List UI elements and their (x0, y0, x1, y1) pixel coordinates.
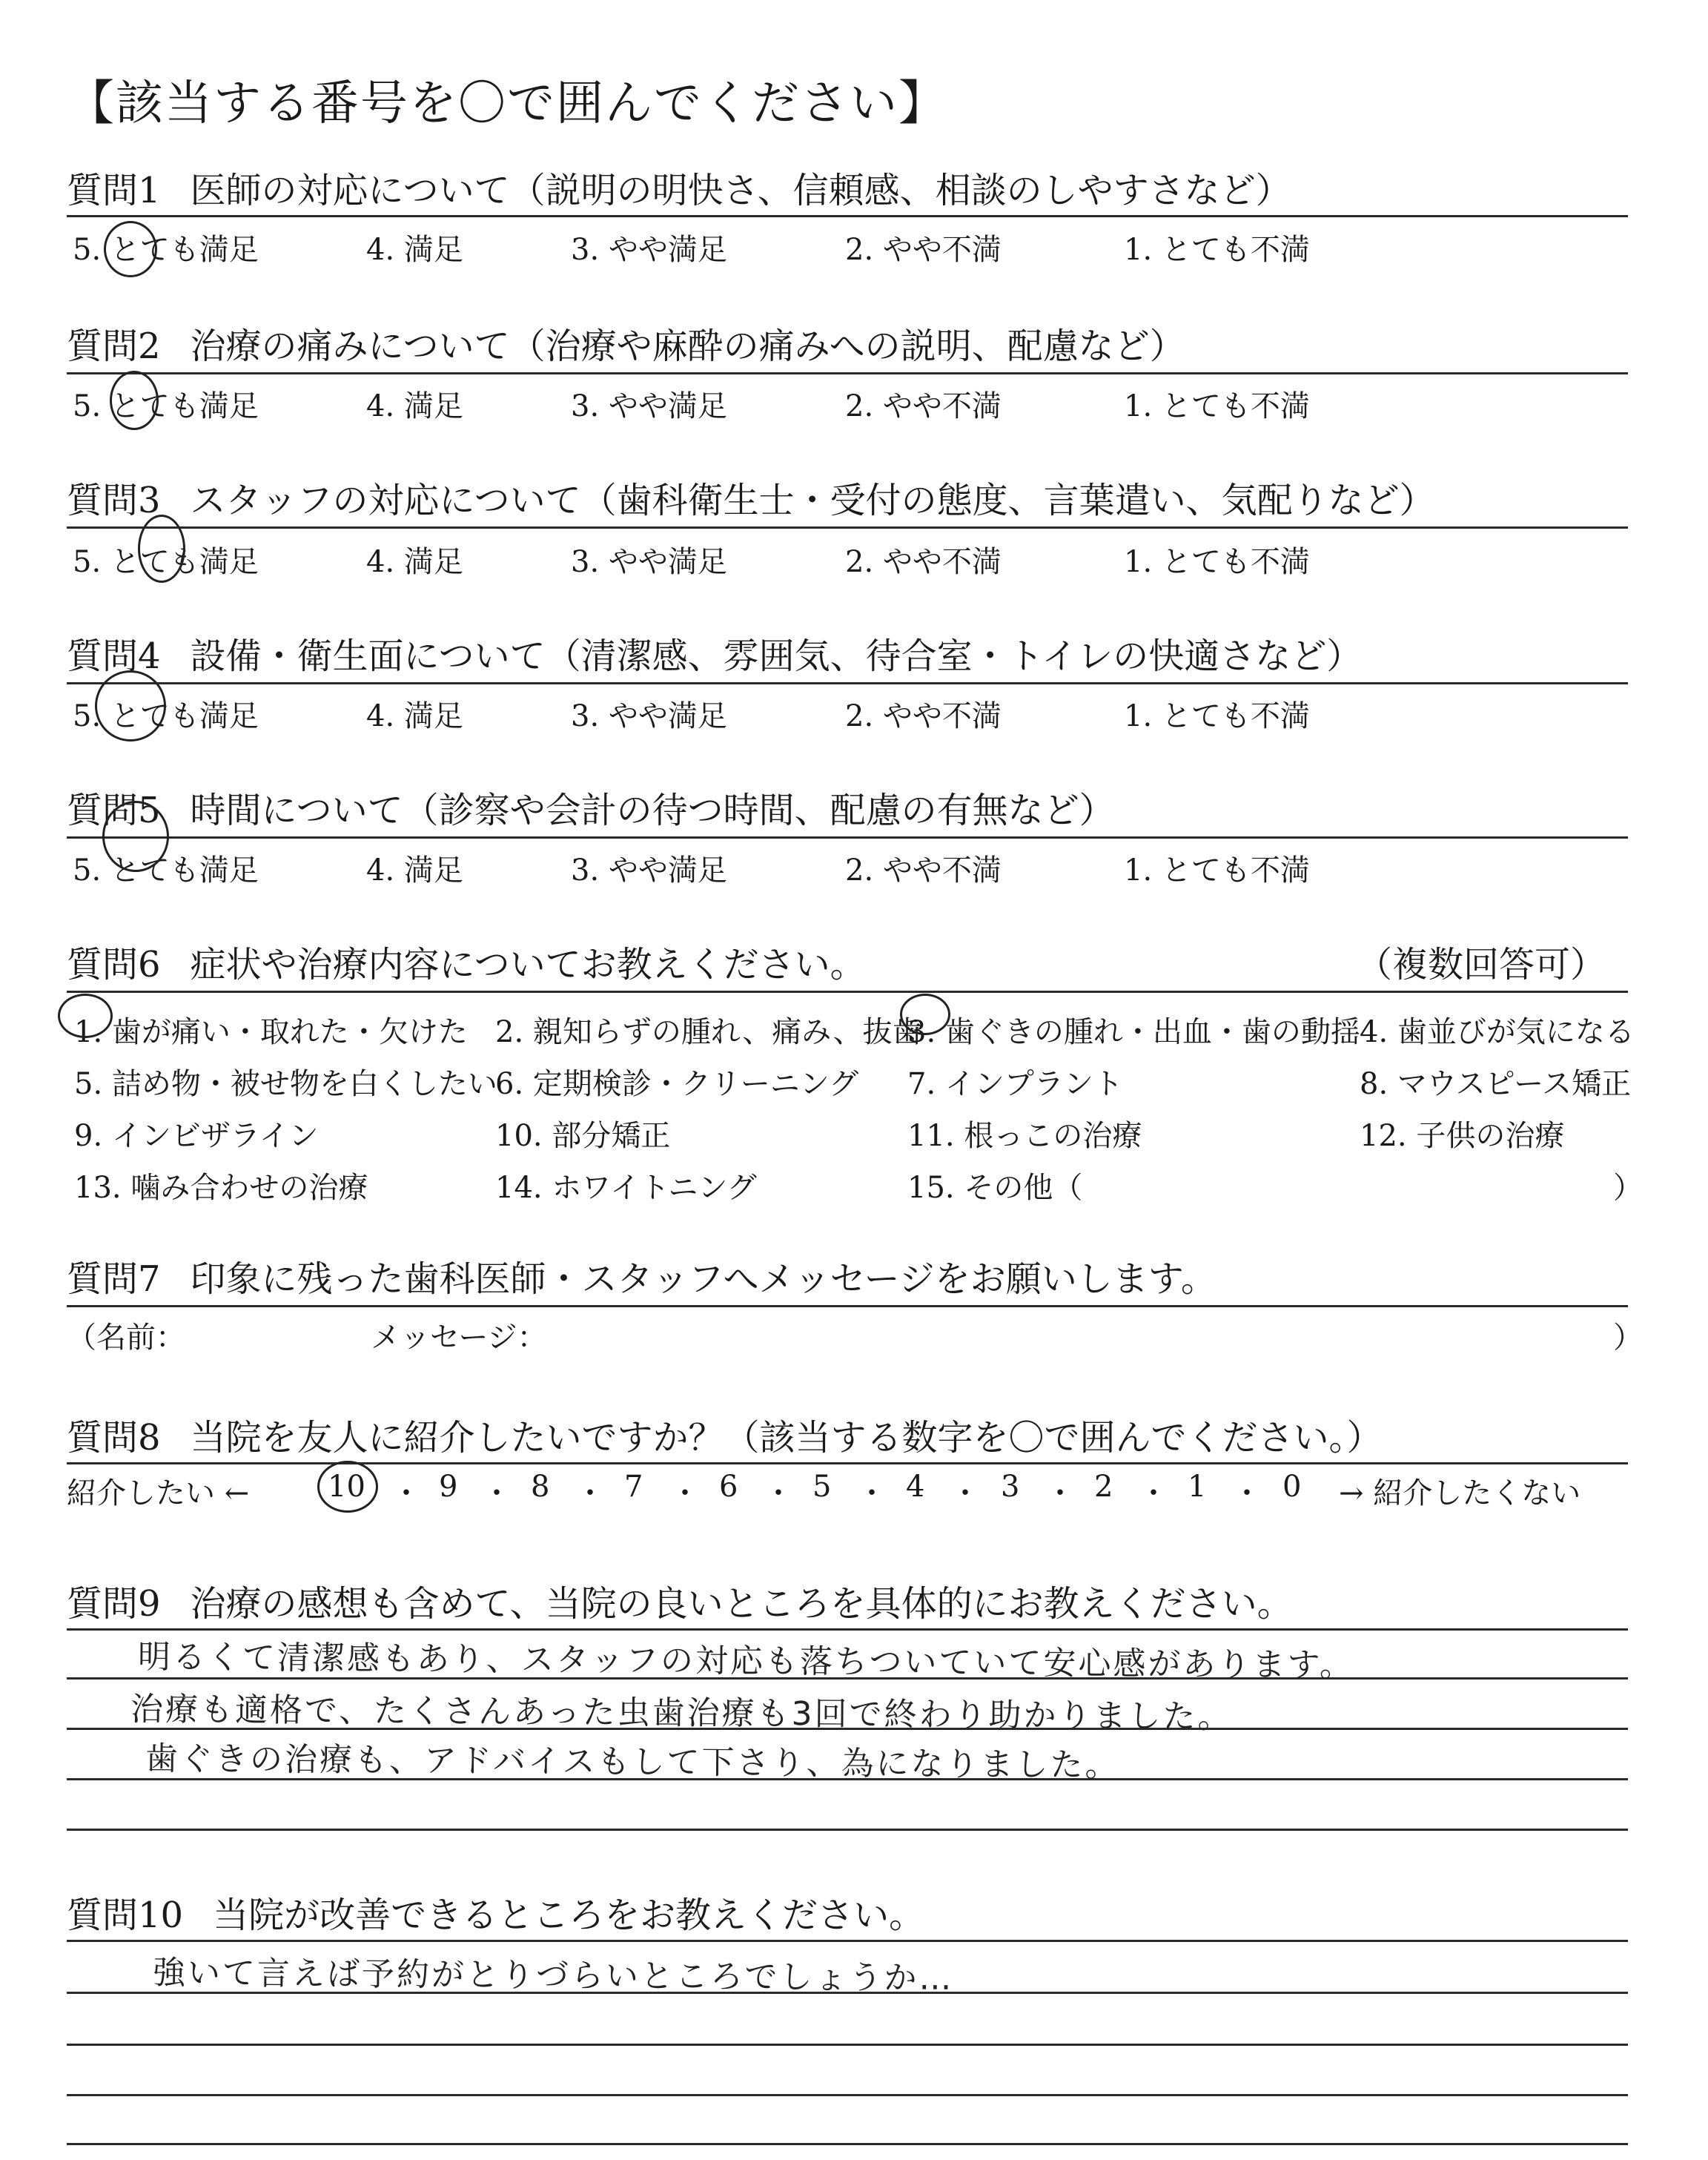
scale-value-8[interactable]: 8 (531, 1470, 550, 1504)
divider (67, 836, 1628, 839)
rating-option-2[interactable]: 2. やや不満 (845, 545, 1002, 579)
rating-option-1[interactable]: 1. とても不満 (1124, 233, 1310, 267)
handwritten-answer-line: 明るくて清潔感もあり、スタッフの対応も落ちついていて安心感があります。 (137, 1638, 1355, 1685)
message-field-label: メッセージ： (371, 1321, 547, 1355)
symptom-option-1[interactable]: 1. 歯が痛い・取れた・欠けた (74, 1015, 468, 1049)
question-text: スタッフの対応について（歯科衛生士・受付の態度、言葉遣い、気配りなど） (190, 480, 1435, 521)
rating-option-2[interactable]: 2. やや不満 (845, 233, 1002, 267)
question-text: 医師の対応について（説明の明快さ、信頼感、相談のしやすさなど） (190, 170, 1291, 211)
scale-value-5[interactable]: 5 (812, 1470, 832, 1504)
scale-value-6[interactable]: 6 (719, 1470, 738, 1504)
question-label: 質問6 (67, 944, 161, 985)
symptom-option-6[interactable]: 6. 定期検診・クリーニング (495, 1067, 859, 1101)
question-label: 質問3 (67, 480, 161, 521)
handwritten-answer-line: 歯ぐきの治療も、アドバイスもして下さり、為になりました。 (145, 1740, 1120, 1785)
divider (67, 1462, 1628, 1464)
scale-dot: ・ (482, 1476, 512, 1510)
symptom-option-14[interactable]: 14. ホワイトニング (495, 1171, 757, 1205)
rating-option-4[interactable]: 4. 満足 (366, 699, 463, 733)
question-text: 印象に残った歯科医師・スタッフへメッセージをお願いします。 (190, 1258, 1217, 1300)
question-4 (67, 627, 1362, 678)
question-1 (67, 162, 1291, 213)
message-close-paren: ） (1613, 1321, 1643, 1355)
handwritten-answer-line: 強いて言えば予約がとりづらいところでしょうか… (152, 1954, 954, 1998)
recommend-left-label: 紹介したい ← (67, 1476, 250, 1510)
answer-line (67, 2094, 1628, 2096)
scale-value-4[interactable]: 4 (906, 1470, 925, 1504)
symptom-option-11[interactable]: 11. 根っこの治療 (907, 1119, 1142, 1153)
scale-value-7[interactable]: 7 (624, 1470, 643, 1504)
rating-option-2[interactable]: 2. やや不満 (845, 389, 1002, 423)
hand-drawn-circle (900, 994, 950, 1035)
answer-line (67, 2044, 1628, 2046)
question-text: 当院を友人に紹介したいですか？（該当する数字を〇で囲んでください。） (190, 1417, 1383, 1459)
rating-option-5[interactable]: 5. とても満足 (73, 233, 259, 267)
question-2 (67, 317, 1185, 369)
question-5 (67, 782, 1115, 833)
scale-dot: ・ (764, 1476, 793, 1510)
rating-option-4[interactable]: 4. 満足 (366, 545, 463, 579)
rating-option-3[interactable]: 3. やや満足 (571, 699, 727, 733)
question-label: 質問4 (67, 635, 161, 677)
hand-drawn-circle (110, 371, 159, 430)
divider (67, 372, 1628, 374)
page-title: 【該当する番号を〇で囲んでください】 (67, 76, 947, 131)
scale-dot: ・ (857, 1476, 887, 1510)
question-label: 質問1 (67, 170, 161, 211)
rating-option-3[interactable]: 3. やや満足 (571, 233, 727, 267)
symptom-option-12[interactable]: 12. 子供の治療 (1360, 1119, 1565, 1153)
scale-value-1[interactable]: 1 (1188, 1470, 1207, 1504)
question-text: 時間について（診察や会計の待つ時間、配慮の有無など） (190, 790, 1115, 831)
scale-dot: ・ (670, 1476, 700, 1510)
symptom-option-7[interactable]: 7. インプラント (907, 1067, 1123, 1101)
rating-option-1[interactable]: 1. とても不満 (1124, 699, 1310, 733)
symptom-option-2[interactable]: 2. 親知らずの腫れ、痛み、抜歯 (495, 1015, 922, 1049)
rating-option-3[interactable]: 3. やや満足 (571, 389, 727, 423)
hand-drawn-circle (58, 994, 113, 1038)
symptom-option-5[interactable]: 5. 詰め物・被せ物を白くしたい (74, 1067, 497, 1101)
scale-value-9[interactable]: 9 (439, 1470, 458, 1504)
question-label: 質問5 (67, 790, 161, 831)
question-label: 質問9 (67, 1583, 161, 1625)
hand-drawn-circle (102, 801, 169, 872)
symptom-option-13[interactable]: 13. 噛み合わせの治療 (74, 1171, 368, 1205)
scale-dot: ・ (1045, 1476, 1075, 1510)
symptom-option-9[interactable]: 9. インビザライン (74, 1119, 319, 1153)
symptom-option-4[interactable]: 4. 歯並びが気になる (1360, 1015, 1635, 1049)
scale-dot: ・ (575, 1476, 605, 1510)
scale-value-0[interactable]: 0 (1282, 1470, 1302, 1504)
rating-option-3[interactable]: 3. やや満足 (571, 853, 727, 888)
question-label: 質問8 (67, 1417, 161, 1459)
rating-option-5[interactable]: 5. とても満足 (73, 389, 259, 423)
scale-value-2[interactable]: 2 (1094, 1470, 1113, 1504)
question-label: 質問7 (67, 1258, 161, 1300)
multiple-answers-note: （複数回答可） (1357, 944, 1606, 985)
other-close-paren: ） (1613, 1171, 1643, 1205)
rating-option-3[interactable]: 3. やや満足 (571, 545, 727, 579)
scale-value-3[interactable]: 3 (1001, 1470, 1020, 1504)
divider (67, 1305, 1628, 1307)
symptom-option-10[interactable]: 10. 部分矯正 (495, 1119, 671, 1153)
rating-option-1[interactable]: 1. とても不満 (1124, 853, 1310, 888)
hand-drawn-circle (317, 1461, 378, 1513)
question-7 (67, 1250, 1217, 1301)
question-text: 治療の痛みについて（治療や麻酔の痛みへの説明、配慮など） (190, 326, 1185, 367)
rating-option-5[interactable]: 5. とても満足 (73, 545, 259, 579)
scale-dot: ・ (1139, 1476, 1168, 1510)
divider (67, 991, 1628, 993)
question-text: 設備・衛生面について（清潔感、雰囲気、待合室・トイレの快適さなど） (190, 635, 1363, 677)
symptom-option-8[interactable]: 8. マウスピース矯正 (1360, 1067, 1632, 1101)
rating-option-4[interactable]: 4. 満足 (366, 233, 463, 267)
recommend-right-label: → 紹介したくない (1339, 1476, 1581, 1510)
hand-drawn-circle (95, 670, 166, 742)
question-3 (67, 472, 1435, 523)
rating-option-4[interactable]: 4. 満足 (366, 853, 463, 888)
answer-line (67, 1829, 1628, 1831)
question-9 (67, 1575, 1293, 1626)
rating-option-5[interactable]: 5. とても満足 (73, 699, 259, 733)
question-6 (67, 936, 1606, 987)
rating-option-2[interactable]: 2. やや不満 (845, 853, 1002, 888)
symptom-option-3[interactable]: 3. 歯ぐきの腫れ・出血・歯の動揺 (907, 1015, 1360, 1049)
question-label: 質問10 (67, 1895, 184, 1936)
rating-option-4[interactable]: 4. 満足 (366, 389, 463, 423)
scale-dot: ・ (391, 1476, 421, 1510)
hand-drawn-circle (104, 221, 157, 277)
rating-option-5[interactable]: 5. とても満足 (73, 853, 259, 888)
rating-option-1[interactable]: 1. とても不満 (1124, 389, 1310, 423)
divider (67, 215, 1628, 217)
hand-drawn-circle (138, 515, 185, 583)
question-10 (67, 1886, 924, 1938)
scale-dot: ・ (950, 1476, 980, 1510)
answer-line (67, 2143, 1628, 2145)
question-8 (67, 1409, 1383, 1460)
question-label: 質問2 (67, 326, 161, 367)
rating-option-1[interactable]: 1. とても不満 (1124, 545, 1310, 579)
divider (67, 526, 1628, 529)
divider (67, 682, 1628, 684)
question-text: 症状や治療内容についてお教えください。 (190, 944, 866, 985)
question-text: 治療の感想も含めて、当院の良いところを具体的にお教えください。 (190, 1583, 1293, 1625)
divider (67, 1628, 1628, 1631)
rating-option-2[interactable]: 2. やや不満 (845, 699, 1002, 733)
scale-value-10[interactable]: 10 (328, 1470, 365, 1504)
name-field-label: （名前： (67, 1321, 185, 1355)
symptom-option-15-other[interactable]: 15. その他（ (907, 1171, 1083, 1205)
question-text: 当院が改善できるところをお教えください。 (213, 1895, 925, 1936)
scale-dot: ・ (1232, 1476, 1262, 1510)
handwritten-answer-line: 治療も適格で、たくさんあった虫歯治療も3回で終わり助かりました。 (130, 1690, 1233, 1737)
divider (67, 1940, 1628, 1942)
